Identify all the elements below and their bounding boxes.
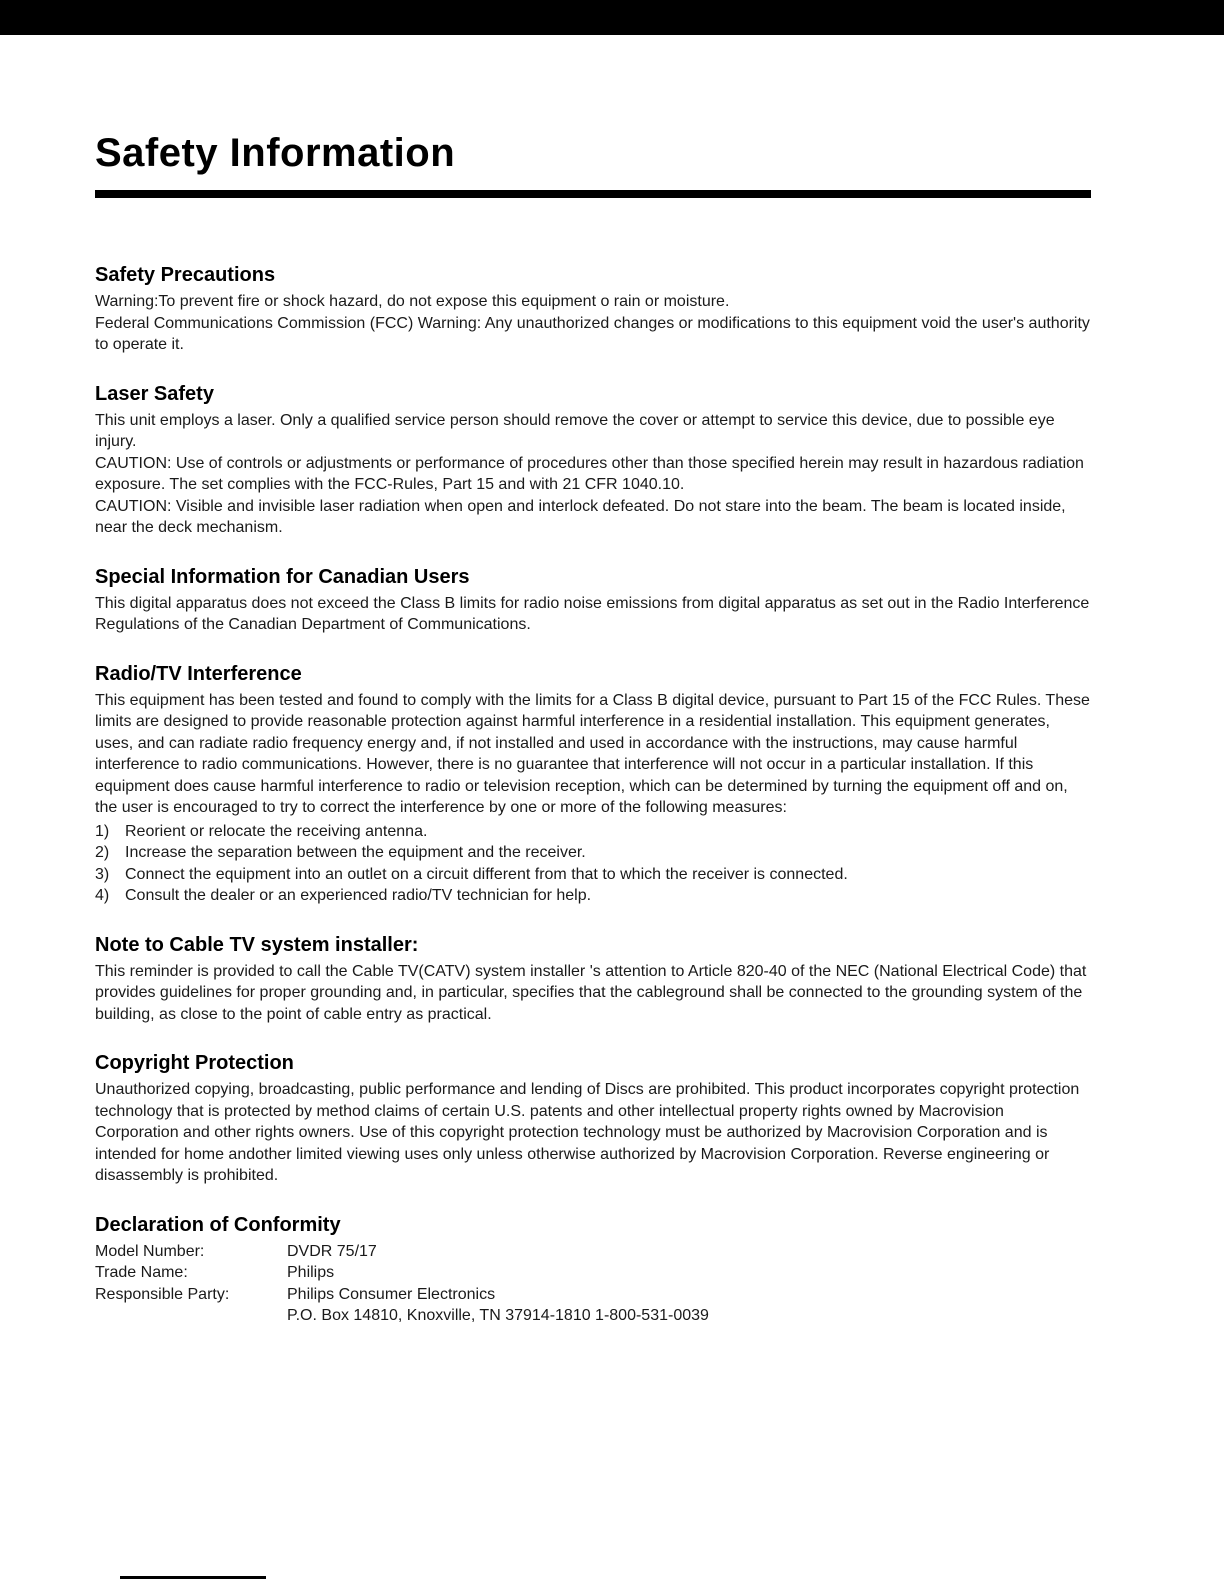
section-heading: Copyright Protection <box>95 1052 294 1074</box>
numbered-list <box>95 821 1091 907</box>
field-value: Philips Consumer Electronics <box>287 1285 496 1303</box>
list-item-marker: 3) <box>95 865 110 883</box>
field-value: Philips <box>287 1264 335 1281</box>
section-heading: Note to Cable TV system installer: <box>95 933 419 956</box>
section-heading: Radio/TV Interference <box>95 662 302 685</box>
field-label: Responsible Party: <box>95 1285 230 1303</box>
field-row <box>95 1284 1091 1306</box>
title-rule <box>95 190 1091 198</box>
section-paragraph: This equipment has been tested and found to comply with the limits for a Class B digital device, pursuant to Part 15 of the FCC Rules. These limits are designed to provide reasonable protection against harmful interference in a residential installation. This equipment generates, uses, and can radiate radio frequency energy and, if not installed and used in accordance with the instructions, may cause harmful interference to radio communications. However, there is no guarantee that interference will not occur in a particular installation. If this equipment does cause harmful interference to radio or television reception, which can be determined by turning the equipment off and on, the user is encouraged to try to correct the interference by one or more of the following measures: <box>95 691 1090 816</box>
section-paragraph: This reminder is provided to call the Cable TV(CATV) system installer 's attention to Article 820-40 of the NEC (National Electrical Code) that provides guidelines for proper grounding and, in particular, specifies that the cableground shall be connected to the grounding system of the building, as close to the point of cable entry as practical. <box>95 962 1087 1023</box>
list-item-text: Reorient or relocate the receiving antenna. <box>125 822 428 840</box>
field-label <box>95 1305 287 1327</box>
section-paragraph: Unauthorized copying, broadcasting, public performance and lending of Discs are prohibited. This product incorporates copyright protection technology that is protected by method claims of certain U.S. patents and other intellectual property rights owned by Macrovision Corporation and other rights owners. Use of this copyright protection technology must be authorized by Macrovision Corporation and is intended for home andother limited viewing uses only unless otherwise authorized by Macrovision Corporation. Reverse engineering or disassembly is prohibited. <box>95 1081 1080 1184</box>
section-heading: Special Information for Canadian Users <box>95 565 470 588</box>
section-paragraph: CAUTION: Use of controls or adjustments or performance of procedures other than those specified herein may result in hazardous radiation exposure. The set complies with the FCC-Rules, Part 15 and with 21 CFR 1040.10. <box>95 454 1084 493</box>
field-value: DVDR 75/17 <box>287 1242 377 1260</box>
section-copyright-protection <box>95 1052 1091 1187</box>
section-paragraph: CAUTION: Visible and invisible laser radiation when open and interlock defeated. Do not stare into the beam. The beam is located inside, near the deck mechanism. <box>95 497 1066 536</box>
list-item-marker: 1) <box>95 822 110 840</box>
field-label: Trade Name: <box>95 1264 188 1281</box>
section-safety-precautions <box>95 264 1091 356</box>
section-declaration-of-conformity <box>95 1214 1091 1327</box>
section-heading: Laser Safety <box>95 382 214 405</box>
section-cable-tv-installer <box>95 934 1091 1026</box>
list-item-text: Consult the dealer or an experienced radio/TV technician for help. <box>125 887 592 904</box>
list-item <box>95 864 1091 886</box>
section-radio-tv-interference <box>95 663 1091 907</box>
section-paragraph: Warning:To prevent fire or shock hazard, do not expose this equipment o rain or moisture. <box>95 293 730 310</box>
list-item-text: Increase the separation between the equipment and the receiver. <box>125 844 586 861</box>
field-row <box>95 1305 1091 1327</box>
field-row <box>95 1262 1091 1284</box>
section-laser-safety <box>95 383 1091 539</box>
list-item-marker: 4) <box>95 887 110 904</box>
page-title: Safety Information <box>95 131 456 175</box>
top-black-bar <box>0 0 1224 35</box>
field-value: P.O. Box 14810, Knoxville, TN 37914-1810 1-800-531-0039 <box>287 1307 709 1324</box>
section-heading: Declaration of Conformity <box>95 1213 341 1236</box>
list-item-marker: 2) <box>95 844 110 861</box>
section-paragraph: Federal Communications Commission (FCC) Warning: Any unauthorized changes or modifications to this equipment void the user's authority to operate it. <box>95 314 1090 353</box>
section-paragraph: This unit employs a laser. Only a qualified service person should remove the cover or attempt to service this device, due to possible eye injury. <box>95 411 1055 450</box>
section-paragraph: This digital apparatus does not exceed the Class B limits for radio noise emissions from digital apparatus as set out in the Radio Interference Regulations of the Canadian Department of Communications. <box>95 594 1090 633</box>
list-item <box>95 842 1091 864</box>
footer-line <box>120 1576 266 1579</box>
section-canadian-users <box>95 566 1091 636</box>
field-row <box>95 1241 1091 1263</box>
sections-container <box>95 264 1091 1327</box>
field-label: Model Number: <box>95 1242 205 1260</box>
page-content <box>95 35 1091 1354</box>
section-heading: Safety Precautions <box>95 264 276 286</box>
list-item-text: Connect the equipment into an outlet on a circuit different from that to which the receiver is connected. <box>125 865 848 883</box>
list-item <box>95 885 1091 907</box>
list-item <box>95 821 1091 843</box>
